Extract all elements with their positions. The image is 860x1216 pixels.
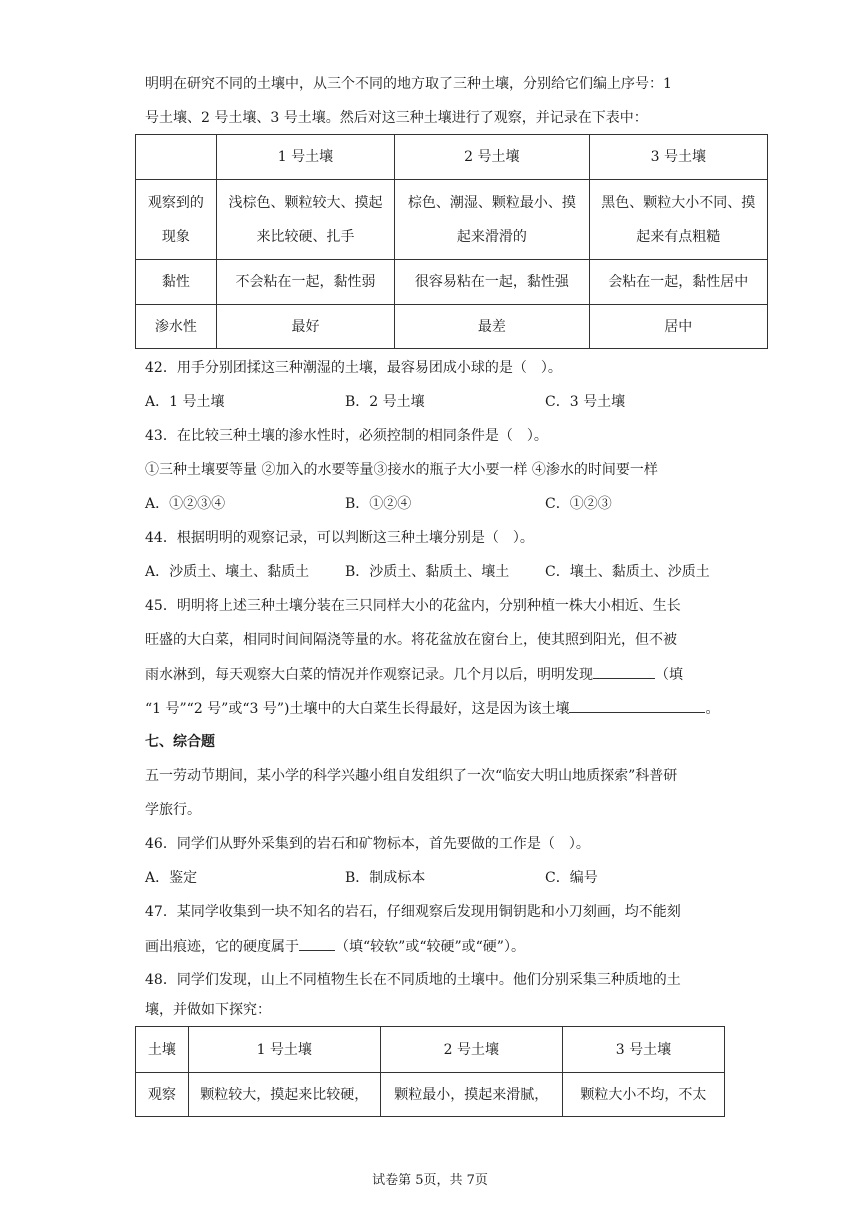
q46-option-a: A．鉴定	[145, 870, 198, 886]
row-label: 观察到的 现象	[136, 180, 217, 260]
question-48-line-2: 壤，并做如下探究：	[145, 1002, 271, 1018]
table-header-cell: 1 号土壤	[216, 135, 394, 180]
table-cell: 浅棕色、颗粒较大、摸起 来比较硬、扎手	[216, 180, 394, 260]
q42-option-c: C．3 号土壤	[545, 394, 626, 410]
q44-option-b: B．沙质土、黏质土、壤土	[345, 564, 510, 580]
question-44-stem: 44．根据明明的观察记录，可以判断这三种土壤分别是（ ）。	[145, 530, 534, 546]
q43-option-a: A．①②③④	[145, 496, 226, 512]
table-header-cell: 3 号土壤	[589, 135, 767, 180]
table-header-cell	[136, 135, 217, 180]
q42-option-b: B．2 号土壤	[345, 394, 425, 410]
q43-conditions: ①三种土壤要等量 ②加入的水要等量③接水的瓶子大小要一样 ④渗水的时间要一样	[145, 462, 658, 478]
q43-option-c: C．①②③	[545, 496, 612, 512]
table-cell: 黑色、颗粒大小不同、摸 起来有点粗糙	[589, 180, 767, 260]
question-48-line-1: 48．同学们发现，山上不同植物生长在不同质地的土壤中。他们分别采集三种质地的土	[145, 972, 681, 988]
row-label: 黏性	[136, 260, 217, 305]
row-label: 渗水性	[136, 305, 217, 349]
table-header-cell: 2 号土壤	[395, 135, 589, 180]
question-42-stem: 42．用手分别团揉这三种潮湿的土壤，最容易团成小球的是（ ）。	[145, 360, 562, 376]
table-header-row	[136, 135, 768, 180]
question-47-line-2: 画出痕迹，它的硬度属于 （填“较软”或“较硬”或“硬”）。	[145, 936, 775, 957]
section-heading: 七、综合题	[145, 734, 215, 750]
table-header-cell: 1 号土壤	[188, 1027, 380, 1073]
table-cell: 最差	[395, 305, 589, 349]
question-43-stem: 43．在比较三种土壤的渗水性时，必须控制的相同条件是（ ）。	[145, 428, 548, 444]
table-cell: 不会粘在一起，黏性弱	[216, 260, 394, 305]
soil-inquiry-table	[135, 1026, 725, 1117]
table-cell: 很容易粘在一起，黏性强	[395, 260, 589, 305]
table-row	[136, 305, 768, 349]
question-45-line-1: 45．明明将上述三种土壤分装在三只同样大小的花盆内，分别种植一株大小相近、生长	[145, 598, 681, 614]
intro-line-1: 明明在研究不同的土壤中，从三个不同的地方取了三种土壤，分别给它们编上序号：1	[145, 76, 672, 92]
question-45-line-4: “1 号”“2 号”或“3 号”)土壤中的大白菜生长得最好，这是因为该土壤 。	[145, 698, 775, 719]
question-47-line-1: 47．某同学收集到一块不知名的岩石，仔细观察后发现用铜钥匙和小刀刻画，均不能刻	[145, 904, 681, 920]
table-cell: 会粘在一起，黏性居中	[589, 260, 767, 305]
table-cell: 颗粒较大，摸起来比较硬，	[188, 1073, 380, 1117]
section-intro-line-1: 五一劳动节期间，某小学的科学兴趣小组自发组织了一次“临安大明山地质探索”科普研	[145, 768, 678, 784]
question-46-stem: 46．同学们从野外采集到的岩石和矿物标本，首先要做的工作是（ ）。	[145, 836, 590, 852]
q44-option-a: A．沙质土、壤土、黏质土	[145, 564, 310, 580]
table-cell: 颗粒大小不均，不太	[562, 1073, 724, 1117]
table-cell: 棕色、潮湿、颗粒最小、摸 起来滑滑的	[395, 180, 589, 260]
answer-blank[interactable]	[593, 664, 655, 679]
answer-blank[interactable]	[299, 936, 335, 951]
table-row	[136, 260, 768, 305]
table-cell: 最好	[216, 305, 394, 349]
table-row	[136, 180, 768, 260]
question-45-line-3: 雨水淋到，每天观察大白菜的情况并作观察记录。几个月以后，明明发现 （填	[145, 664, 775, 685]
soil-observation-table	[135, 134, 768, 349]
q42-option-a: A．1 号土壤	[145, 394, 225, 410]
table-cell: 居中	[589, 305, 767, 349]
table-row	[136, 1073, 725, 1117]
q43-option-b: B．①②④	[345, 496, 412, 512]
intro-line-2: 号土壤、2 号土壤、3 号土壤。然后对这三种土壤进行了观察，并记录在下表中：	[145, 110, 648, 126]
answer-blank[interactable]	[569, 698, 705, 713]
table-header-cell: 3 号土壤	[562, 1027, 724, 1073]
question-45-line-2: 旺盛的大白菜，相同时间间隔浇等量的水。将花盆放在窗台上，使其照到阳光，但不被	[145, 632, 677, 648]
page-footer: 试卷第 5页，共 7页	[372, 1173, 488, 1188]
section-intro-line-2: 学旅行。	[145, 802, 201, 818]
table-header-cell: 土壤	[136, 1027, 189, 1073]
table-header-row	[136, 1027, 725, 1073]
row-label: 观察	[136, 1073, 189, 1117]
q44-option-c: C．壤土、黏质土、沙质土	[545, 564, 710, 580]
table-header-cell: 2 号土壤	[380, 1027, 562, 1073]
q46-option-c: C．编号	[545, 870, 598, 886]
q46-option-b: B．制成标本	[345, 870, 426, 886]
table-cell: 颗粒最小，摸起来滑腻，	[380, 1073, 562, 1117]
